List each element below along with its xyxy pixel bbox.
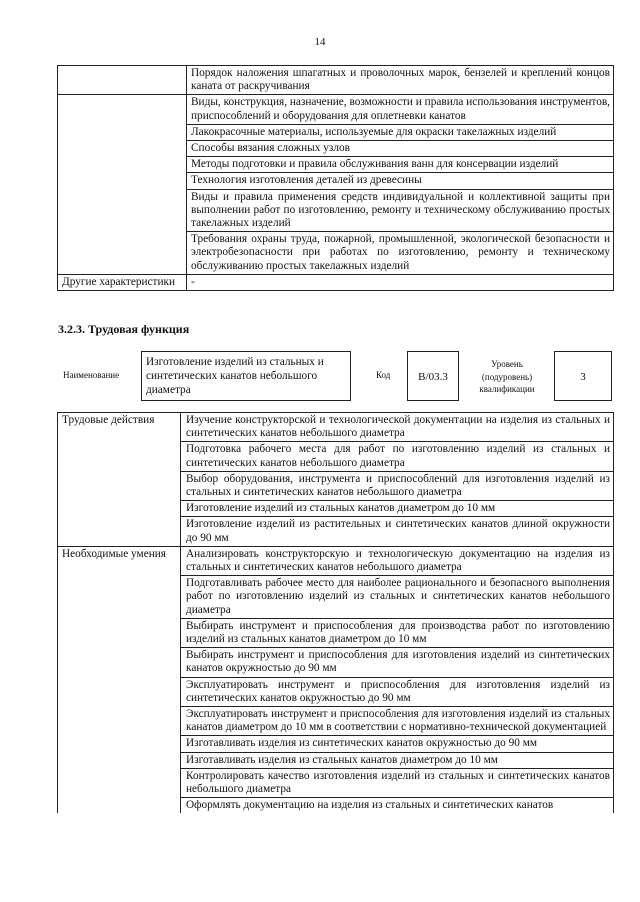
table-row bbox=[58, 274, 614, 290]
actions-label-cont bbox=[58, 442, 181, 471]
knowledge-label-cell bbox=[58, 173, 187, 189]
other-characteristics-value: - bbox=[187, 274, 614, 290]
table-cell: Подготовка рабочего места для работ по изготовлению изделий из стальных и синтетических канатов небольшого диаметра bbox=[181, 442, 614, 471]
table-row bbox=[58, 442, 614, 471]
other-characteristics-label: Другие характеристики bbox=[58, 274, 187, 290]
knowledge-label-cell bbox=[58, 232, 187, 275]
table-cell: Изучение конструкторской и технологической документации на изделия из стальных и синтетических канатов небольшого диаметра bbox=[181, 413, 614, 442]
skills-label-cont bbox=[58, 768, 181, 797]
table-row bbox=[58, 707, 614, 736]
skills-label-cont bbox=[58, 798, 181, 814]
skills-label-cont bbox=[58, 576, 181, 619]
table-row bbox=[58, 471, 614, 500]
table-row bbox=[58, 768, 614, 797]
table-cell: Контролировать качество изготовления изделий из стальных и синтетических канатов небольшого диаметра bbox=[181, 768, 614, 797]
table-cell: Эксплуатировать инструмент и приспособления для изготовления изделий из стальных канатов диаметром до 10 мм в соответствии с нормативно-технической документацией bbox=[181, 707, 614, 736]
table-row bbox=[58, 798, 614, 814]
table-row bbox=[58, 124, 614, 140]
table-cell: Изготавливать изделия из стальных канатов диаметром до 10 мм bbox=[181, 752, 614, 768]
table-cell: Виды, конструкция, назначение, возможности и правила использования инструментов, приспособлений и оборудования для оплетневки канатов bbox=[187, 95, 614, 124]
table-cell: Порядок наложения шпагатных и проволочных марок, бензелей и креплений концов каната от раскручивания bbox=[187, 66, 614, 95]
table-cell: Изготавливать изделия из синтетических канатов окружностью до 90 мм bbox=[181, 736, 614, 752]
skills-label: Необходимые умения bbox=[58, 546, 181, 575]
skills-label-cont bbox=[58, 752, 181, 768]
level-box: 3 bbox=[554, 351, 612, 401]
knowledge-table bbox=[57, 65, 614, 291]
table-row bbox=[58, 736, 614, 752]
table-cell: Изготовление изделий из стальных канатов диаметром до 10 мм bbox=[181, 501, 614, 517]
table-cell: Требования охраны труда, пожарной, промышленной, экологической безопасности и электробезопасности при работах по изготовлению, ремонту и техническому обслуживанию простых такелажных изделий bbox=[187, 232, 614, 275]
table-row bbox=[58, 648, 614, 677]
table-cell: Лакокрасочные материалы, используемые для окраски такелажных изделий bbox=[187, 124, 614, 140]
code-label: Код bbox=[376, 370, 391, 380]
table-row bbox=[58, 95, 614, 124]
table-row bbox=[58, 517, 614, 546]
table-cell: Выбирать инструмент и приспособления для производства работ по изготовлению изделий из стальных канатов диаметром до 10 мм bbox=[181, 618, 614, 647]
table-cell: Виды и правила применения средств индивидуальной и коллективной защиты при выполнении работ по изготовлению, ремонту и техническому обслуживанию простых такелажных изделий bbox=[187, 189, 614, 232]
skills-label-cont bbox=[58, 618, 181, 647]
skills-label-cont bbox=[58, 736, 181, 752]
knowledge-label-cell bbox=[58, 189, 187, 232]
table-row bbox=[58, 618, 614, 647]
table-cell: Выбирать инструмент и приспособления для изготовления изделий из синтетических канатов окружностью до 90 мм bbox=[181, 648, 614, 677]
actions-label-cont bbox=[58, 501, 181, 517]
table-row bbox=[58, 677, 614, 706]
knowledge-label-cell bbox=[58, 95, 187, 124]
skills-label-cont bbox=[58, 707, 181, 736]
table-row bbox=[58, 189, 614, 232]
table-row bbox=[58, 576, 614, 619]
skills-label-cont bbox=[58, 677, 181, 706]
function-name-box: Изготовление изделий из стальных и синтетических канатов небольшого диаметра bbox=[141, 351, 351, 401]
table-cell: Методы подготовки и правила обслуживания ванн для консервации изделий bbox=[187, 157, 614, 173]
knowledge-label-cell bbox=[58, 66, 187, 95]
function-header bbox=[57, 350, 617, 404]
table-cell: Подготавливать рабочее место для наиболее рационального и безопасного выполнения работ по изготовлению изделий из стальных и синтетических канатов небольшого диаметра bbox=[181, 576, 614, 619]
code-box: B/03.3 bbox=[407, 351, 459, 401]
knowledge-label-cell bbox=[58, 124, 187, 140]
table-cell: Изготовление изделий из растительных и синтетических канатов длиной окружности до 90 мм bbox=[181, 517, 614, 546]
table-row bbox=[58, 157, 614, 173]
name-label: Наименование bbox=[63, 370, 120, 380]
table-cell: Эксплуатировать инструмент и приспособления для изготовления изделий из синтетических канатов окружностью до 90 мм bbox=[181, 677, 614, 706]
table-row bbox=[58, 66, 614, 95]
knowledge-label-cell bbox=[58, 157, 187, 173]
table-cell: Технология изготовления деталей из древесины bbox=[187, 173, 614, 189]
section-heading: 3.2.3. Трудовая функция bbox=[58, 322, 190, 336]
table-row bbox=[58, 752, 614, 768]
level-label: Уровень (подуровень) квалификации bbox=[479, 359, 535, 394]
page-number: 14 bbox=[314, 36, 326, 48]
skills-label-cont bbox=[58, 648, 181, 677]
actions-label-cont bbox=[58, 471, 181, 500]
table-row bbox=[58, 501, 614, 517]
table-cell: Выбор оборудования, инструмента и приспособлений для изготовления изделий из стальных и синтетических канатов небольшого диаметра bbox=[181, 471, 614, 500]
table-row bbox=[58, 141, 614, 157]
actions-label: Трудовые действия bbox=[58, 413, 181, 442]
table-cell: Оформлять документацию на изделия из стальных и синтетических канатов bbox=[181, 798, 614, 814]
actions-label-cont bbox=[58, 517, 181, 546]
table-row bbox=[58, 232, 614, 275]
function-table bbox=[57, 412, 614, 813]
table-cell: Анализировать конструкторскую и технологическую документацию на изделия из стальных и синтетических канатов небольшого диаметра bbox=[181, 546, 614, 575]
table-row bbox=[58, 546, 614, 575]
table-row bbox=[58, 413, 614, 442]
table-cell: Способы вязания сложных узлов bbox=[187, 141, 614, 157]
knowledge-label-cell bbox=[58, 141, 187, 157]
table-row bbox=[58, 173, 614, 189]
